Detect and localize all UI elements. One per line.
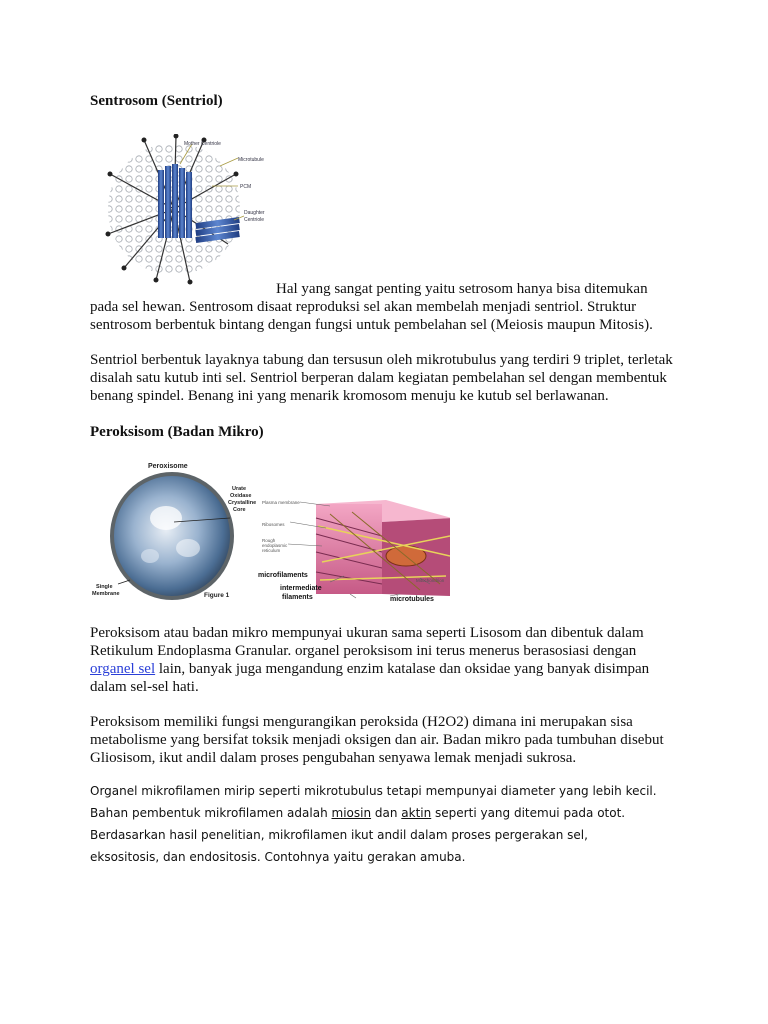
figure-1-caption: Figure 1 <box>204 592 230 599</box>
organel-sel-link[interactable]: organel sel <box>90 661 156 677</box>
label-endoplasmic: endoplasmic <box>262 543 288 548</box>
label-urate: Urate <box>232 486 247 492</box>
label-intermediate: intermediate <box>280 585 322 592</box>
label-plasma-membrane: Plasma membrane <box>262 500 300 505</box>
label-crystalline: Crystalline <box>228 500 257 506</box>
peroksisom-paragraph-1 <box>90 624 680 696</box>
sentrosom-heading: Sentrosom (Sentriol) <box>90 93 223 109</box>
peroksisom-paragraph-2: Peroksisom memiliki fungsi mengurangikan peroksida (H2O2) dimana ini merupakan sisa metabolisme yang bersifat toksik menjadi oksigen dan air. Badan mikro pada tumbuhan disebut Gliosisom, ikut andil dalam proses pengubahan senyawa lemak menjadi sukrosa. <box>90 714 664 766</box>
label-peroxisome: Peroxisome <box>148 463 188 470</box>
mikrofilamen-text-a: Organel mikrofilamen mirip seperti mikrotubulus tetapi mempunyai diameter yang lebih kecil. Bahan pembentuk mikrofilamen adalah <box>90 784 657 820</box>
label-ribosomes: Ribosomes <box>262 522 285 527</box>
label-oxidase: Oxidase <box>230 493 252 499</box>
centrosome-figure <box>104 134 274 286</box>
aktin-term: aktin <box>401 806 432 820</box>
label-mitochondrion: Mitochondrion <box>416 578 445 583</box>
peroksisom-heading: Peroksisom (Badan Mikro) <box>90 424 264 440</box>
label-membrane: Membrane <box>92 591 120 597</box>
label-reticulum: reticulum <box>262 548 281 553</box>
label-microfilaments: microfilaments <box>258 572 308 579</box>
label-microtubule: Microtubule <box>238 157 264 163</box>
peroksisom-paragraph-1-text-a: Peroksisom atau badan mikro mempunyai ukuran sama seperti Lisosom dan dibentuk dalam Retikulum Endoplasma Granular. organel peroksisom ini terus menerus berasosiasi dengan <box>90 625 644 659</box>
miosin-term: miosin <box>331 806 372 820</box>
sentrosom-paragraph-1-start: Hal yang sangat penting yaitu setrosom hanya bisa ditemukan <box>276 281 648 297</box>
label-mother-centriole: Mother Centriole <box>184 141 221 147</box>
label-microtubules: microtubules <box>390 596 434 603</box>
peroxisome-figure <box>90 456 450 606</box>
label-rough: Rough <box>262 538 276 543</box>
label-core: Core <box>233 507 246 513</box>
mikrofilamen-text-dan: dan <box>371 806 402 820</box>
sentrosom-paragraph-1: pada sel hewan. Sentrosom disaat reproduksi sel akan membelah menjadi sentriol. Struktur sentrosom berbentuk bintang dengan fungsi untuk pembelahan sel (Meiosis maupun Mitosis). <box>90 299 653 333</box>
mikrofilamen-text-b: seperti yang ditemui pada otot. Berdasarkan hasil penelitian, mikrofilamen ikut andil dalam proses pergerakan sel, eksositosis, dan endositosis. Contohnya yaitu gerakan amuba. <box>90 806 626 864</box>
label-filaments: filaments <box>282 594 313 601</box>
label-daughter: Daughter <box>244 210 265 216</box>
peroksisom-paragraph-1-text-b: lain, banyak juga mengandung enzim katalase dan oksidae yang banyak disimpan dalam sel-sel hati. <box>90 661 650 695</box>
label-single: Single <box>96 584 113 590</box>
label-daughter-centriole: Centriole <box>244 217 265 223</box>
mikrofilamen-paragraph <box>90 780 660 868</box>
sentrosom-paragraph-2: Sentriol berbentuk layaknya tabung dan tersusun oleh mikrotubulus yang terdiri 9 triplet, terletak disalah satu kutub inti sel. Sentriol berperan dalam kegiatan pembelahan sel dengan membentuk benang spindel. Benang ini yang menarik kromosom menuju ke kutub sel berlawanan. <box>90 352 673 404</box>
label-pcm: PCM <box>240 184 252 190</box>
